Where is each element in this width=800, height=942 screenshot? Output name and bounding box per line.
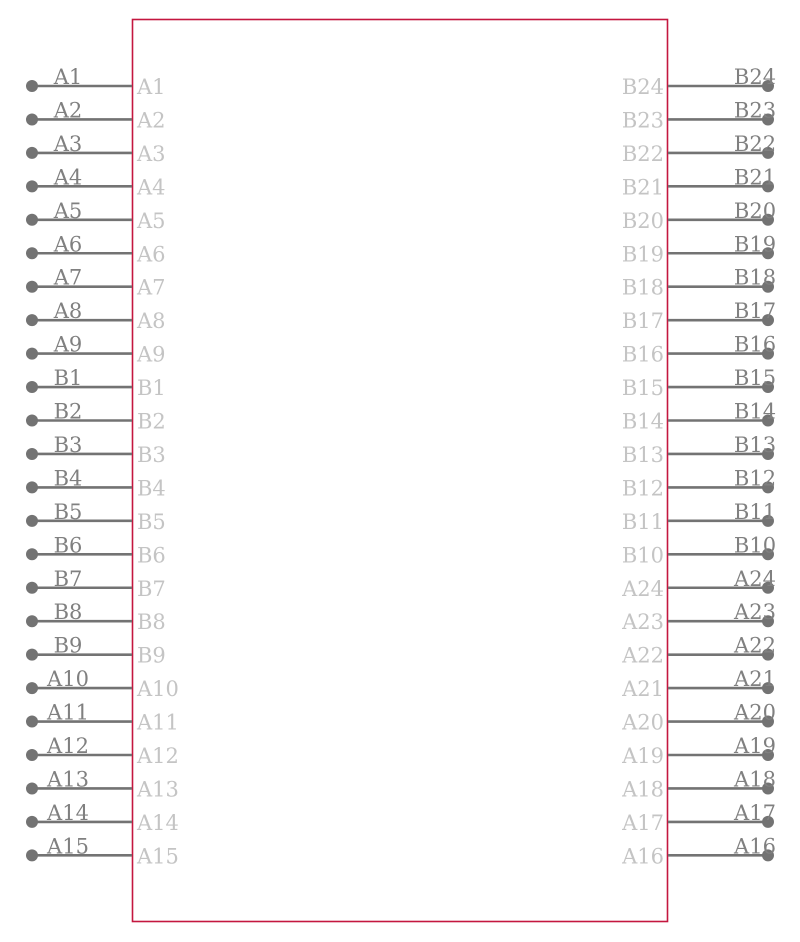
pin-b20[interactable]: [622, 199, 776, 233]
pin-a21[interactable]: [621, 667, 776, 701]
pin-endpoint[interactable]: [26, 716, 38, 728]
pin-number: B17: [733, 299, 777, 324]
pin-label: A4: [137, 175, 166, 200]
pin-a5[interactable]: [26, 199, 166, 233]
pin-b10[interactable]: [622, 533, 776, 567]
pin-endpoint[interactable]: [26, 448, 38, 460]
pin-label: A6: [137, 242, 166, 267]
pin-b19[interactable]: [622, 232, 776, 266]
pin-a3[interactable]: [26, 132, 166, 166]
pin-endpoint[interactable]: [26, 649, 38, 661]
pin-endpoint[interactable]: [26, 180, 38, 192]
pin-number: B16: [733, 332, 777, 357]
pin-label: B11: [621, 509, 664, 534]
pin-number: B18: [733, 265, 777, 290]
pin-number: B12: [733, 466, 777, 491]
pin-label: B20: [621, 208, 664, 233]
pin-label: B15: [621, 376, 664, 401]
pin-label: A17: [622, 810, 664, 835]
pin-number: B15: [733, 366, 777, 391]
pin-label: B6: [137, 543, 166, 568]
pin-number: A19: [734, 734, 776, 758]
pin-label: B21: [621, 175, 664, 200]
pin-number: B8: [53, 600, 83, 625]
pin-label: A8: [137, 309, 166, 334]
pin-number: A7: [53, 265, 83, 290]
pin-a2[interactable]: [26, 98, 166, 132]
pin-endpoint[interactable]: [26, 214, 38, 226]
pin-endpoint[interactable]: [26, 147, 38, 159]
pin-endpoint[interactable]: [26, 481, 38, 493]
pin-a9[interactable]: [26, 333, 166, 367]
pin-endpoint[interactable]: [26, 415, 38, 427]
pin-endpoint[interactable]: [26, 615, 38, 627]
pin-label: B14: [621, 409, 664, 434]
pin-label: A7: [137, 275, 166, 300]
pin-number: A3: [53, 131, 83, 156]
pin-label: B10: [621, 543, 664, 568]
pin-number: B13: [733, 432, 777, 457]
pin-number: B4: [53, 466, 83, 491]
pin-label: A15: [137, 844, 179, 869]
pin-endpoint[interactable]: [26, 381, 38, 393]
pin-number: A13: [47, 767, 89, 792]
pin-a19[interactable]: [621, 734, 776, 768]
pin-label: A2: [137, 108, 166, 133]
pin-a12[interactable]: [26, 734, 179, 768]
pin-b4[interactable]: [26, 466, 166, 500]
pin-number: B19: [733, 232, 777, 257]
pin-label: B1: [137, 376, 166, 401]
pin-endpoint[interactable]: [26, 782, 38, 794]
pin-label: A5: [137, 208, 166, 233]
pin-label: B5: [137, 509, 166, 534]
pin-label: B12: [621, 476, 664, 501]
pin-number: A17: [734, 800, 776, 825]
pin-endpoint[interactable]: [26, 247, 38, 259]
pin-number: A8: [53, 299, 83, 324]
pin-number: A20: [734, 700, 776, 725]
pin-endpoint[interactable]: [26, 314, 38, 326]
component-body: [133, 20, 668, 922]
pin-endpoint[interactable]: [26, 281, 38, 293]
pin-endpoint[interactable]: [26, 682, 38, 694]
pin-b23[interactable]: [622, 98, 776, 132]
pin-b7[interactable]: [26, 567, 166, 601]
pin-b9[interactable]: [26, 634, 166, 668]
pin-a15[interactable]: [26, 834, 179, 868]
pin-b24[interactable]: [622, 65, 776, 99]
pin-endpoint[interactable]: [26, 113, 38, 125]
pin-number: A16: [734, 834, 776, 859]
pin-number: A11: [47, 700, 89, 725]
pin-b5[interactable]: [26, 500, 166, 534]
pin-label: B17: [621, 309, 664, 334]
pin-a23[interactable]: [621, 600, 776, 634]
pin-number: A23: [734, 600, 776, 625]
pin-b14[interactable]: [622, 400, 776, 434]
pin-label: B23: [621, 108, 664, 133]
pin-label: A22: [622, 643, 664, 668]
pin-a7[interactable]: [26, 266, 166, 300]
pin-number: A24: [734, 566, 776, 591]
pin-b12[interactable]: [622, 466, 776, 500]
pin-label: B9: [137, 643, 166, 668]
pin-label: A23: [622, 610, 664, 635]
pin-number: A21: [734, 667, 776, 692]
pin-endpoint[interactable]: [26, 348, 38, 360]
pin-number: B7: [53, 566, 83, 591]
pin-a18[interactable]: [621, 767, 776, 801]
pin-a14[interactable]: [26, 801, 179, 835]
pin-label: A13: [137, 777, 179, 802]
pin-number: B2: [53, 399, 83, 424]
pin-label: A24: [622, 576, 664, 601]
pin-a10[interactable]: [26, 667, 179, 701]
pin-label: B3: [137, 442, 166, 467]
pin-number: A2: [53, 98, 83, 123]
pin-a24[interactable]: [621, 567, 776, 601]
pin-number: B14: [733, 399, 777, 424]
pin-label: B18: [621, 275, 664, 300]
pin-b22[interactable]: [622, 132, 776, 166]
pin-label: B7: [137, 576, 166, 601]
pin-number: A22: [734, 633, 776, 658]
pin-a1[interactable]: [26, 65, 166, 99]
pin-label: A20: [622, 710, 664, 735]
pin-endpoint[interactable]: [26, 816, 38, 828]
right-pin-group: [621, 65, 776, 868]
pin-label: B16: [621, 342, 664, 367]
pin-a13[interactable]: [26, 767, 179, 801]
pin-b2[interactable]: [26, 400, 166, 434]
pin-number: B11: [733, 499, 777, 524]
pin-endpoint[interactable]: [26, 515, 38, 527]
pin-number: A5: [53, 198, 83, 223]
pin-label: B2: [137, 409, 166, 434]
pin-number: B10: [733, 533, 777, 558]
pin-label: A9: [137, 342, 166, 367]
pin-endpoint[interactable]: [26, 548, 38, 560]
pin-label: A11: [137, 710, 179, 735]
pin-number: B22: [733, 131, 777, 156]
pin-b16[interactable]: [622, 333, 776, 367]
pin-number: A12: [47, 734, 89, 758]
pin-a11[interactable]: [26, 701, 179, 735]
pin-label: B13: [621, 442, 664, 467]
pin-b3[interactable]: [26, 433, 166, 467]
pin-b18[interactable]: [622, 266, 776, 300]
pin-b8[interactable]: [26, 600, 166, 634]
pin-b15[interactable]: [622, 366, 776, 400]
pin-label: A18: [622, 777, 664, 802]
pin-number: B24: [733, 65, 777, 89]
pin-b1[interactable]: [26, 366, 166, 400]
pin-label: B4: [137, 476, 166, 501]
pin-label: A19: [622, 744, 664, 768]
pin-label: B24: [621, 75, 664, 99]
pin-b17[interactable]: [622, 299, 776, 333]
pin-label: A3: [137, 141, 166, 166]
pin-number: A6: [53, 232, 83, 257]
pin-endpoint[interactable]: [26, 749, 38, 761]
pin-a20[interactable]: [621, 701, 776, 735]
pin-endpoint[interactable]: [26, 582, 38, 594]
pin-number: B5: [53, 499, 83, 524]
pin-number: B23: [733, 98, 777, 123]
pin-b13[interactable]: [622, 433, 776, 467]
pin-number: A9: [53, 332, 83, 357]
pin-a6[interactable]: [26, 232, 166, 266]
pin-label: B22: [621, 141, 664, 166]
pin-number: A4: [53, 165, 83, 190]
pin-number: A14: [47, 800, 89, 825]
pin-number: B21: [733, 165, 777, 190]
pin-number: B9: [53, 633, 83, 658]
pin-number: B20: [733, 198, 777, 223]
pin-label: B19: [621, 242, 664, 267]
left-pin-group: [26, 65, 179, 868]
pin-a16[interactable]: [621, 834, 776, 868]
pin-number: B6: [53, 533, 83, 558]
pin-a22[interactable]: [621, 634, 776, 668]
pin-label: A21: [622, 677, 664, 702]
pin-b6[interactable]: [26, 533, 166, 567]
pin-a4[interactable]: [26, 165, 166, 199]
pin-b11[interactable]: [622, 500, 776, 534]
pin-number: A10: [47, 667, 89, 692]
pin-number: B1: [53, 366, 83, 391]
pin-label: A16: [622, 844, 664, 869]
pin-endpoint[interactable]: [26, 80, 38, 92]
pin-number: A18: [734, 767, 776, 792]
pin-a17[interactable]: [621, 801, 776, 835]
pin-label: A10: [137, 677, 179, 702]
pin-number: A1: [53, 65, 83, 89]
pin-number: B3: [53, 432, 83, 457]
pin-b21[interactable]: [622, 165, 776, 199]
pin-a8[interactable]: [26, 299, 166, 333]
pin-endpoint[interactable]: [26, 849, 38, 861]
pin-label: A1: [137, 75, 166, 99]
pin-label: A12: [137, 744, 179, 768]
pin-label: B8: [137, 610, 166, 635]
pin-label: A14: [137, 810, 179, 835]
pin-number: A15: [47, 834, 89, 859]
